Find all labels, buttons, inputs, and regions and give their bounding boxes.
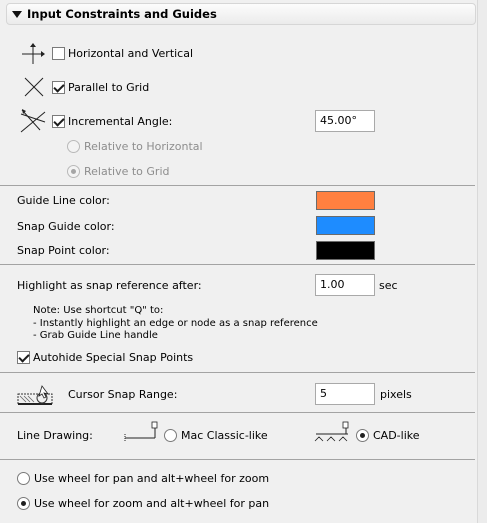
snap-point-color-swatch[interactable] (316, 241, 375, 260)
wheel-pan-radio[interactable] (17, 472, 30, 485)
highlight-label: Highlight as snap reference after: (17, 279, 202, 292)
vertical-scrollbar[interactable] (477, 0, 487, 523)
separator (0, 412, 475, 413)
mac-classic-radio[interactable] (164, 429, 177, 442)
autohide-checkbox[interactable] (17, 351, 30, 364)
line-drawing-label: Line Drawing: (17, 429, 93, 442)
wheel-zoom-label: Use wheel for zoom and alt+wheel for pan (34, 497, 270, 510)
note-line: - Instantly highlight an edge or node as a snap reference (33, 317, 318, 329)
incremental-angle-label: Incremental Angle: (68, 115, 173, 128)
cad-like-label: CAD-like (373, 429, 420, 442)
wheel-pan-label: Use wheel for pan and alt+wheel for zoom (34, 472, 270, 485)
shortcut-note (33, 305, 318, 343)
relative-grid-radio[interactable] (67, 165, 80, 178)
horizontal-vertical-checkbox[interactable] (52, 47, 65, 60)
incremental-angle-checkbox[interactable] (52, 115, 65, 128)
separator (0, 264, 475, 265)
incremental-angle-icon (18, 108, 48, 134)
guide-line-color-swatch[interactable] (316, 191, 375, 210)
section-title: Input Constraints and Guides (27, 7, 217, 21)
mac-classic-label: Mac Classic-like (181, 429, 268, 442)
cursor-snap-input[interactable]: 5 (315, 383, 375, 405)
parallel-grid-checkbox[interactable] (52, 81, 65, 94)
cad-like-icon (312, 420, 352, 444)
cursor-snap-label: Cursor Snap Range: (68, 388, 178, 401)
parallel-grid-icon (22, 76, 46, 98)
section-header[interactable] (6, 3, 476, 25)
note-line: - Grab Guide Line handle (33, 330, 158, 341)
mac-classic-icon (121, 420, 159, 444)
relative-grid-label: Relative to Grid (84, 165, 170, 178)
parallel-grid-label: Parallel to Grid (68, 81, 150, 94)
cursor-snap-unit: pixels (380, 388, 412, 401)
highlight-unit: sec (379, 279, 398, 292)
separator (0, 459, 475, 460)
separator (0, 185, 475, 186)
separator (0, 372, 475, 373)
incremental-angle-input[interactable]: 45.00° (315, 110, 375, 132)
autohide-label: Autohide Special Snap Points (33, 351, 194, 364)
guide-line-color-label: Guide Line color: (17, 194, 110, 207)
highlight-input[interactable]: 1.00 (315, 274, 375, 296)
note-line: Note: Use shortcut "Q" to: (33, 305, 164, 316)
cad-like-radio[interactable] (356, 429, 369, 442)
horizontal-vertical-label: Horizontal and Vertical (68, 47, 194, 60)
snap-point-color-label: Snap Point color: (17, 244, 110, 257)
relative-horizontal-radio[interactable] (67, 140, 80, 153)
cursor-snap-icon (16, 380, 64, 408)
snap-guide-color-label: Snap Guide color: (17, 220, 115, 233)
relative-horizontal-label: Relative to Horizontal (84, 140, 203, 153)
collapse-triangle-icon[interactable] (12, 10, 22, 19)
horizontal-vertical-icon (20, 42, 46, 66)
wheel-zoom-radio[interactable] (17, 497, 30, 510)
snap-guide-color-swatch[interactable] (316, 216, 375, 235)
